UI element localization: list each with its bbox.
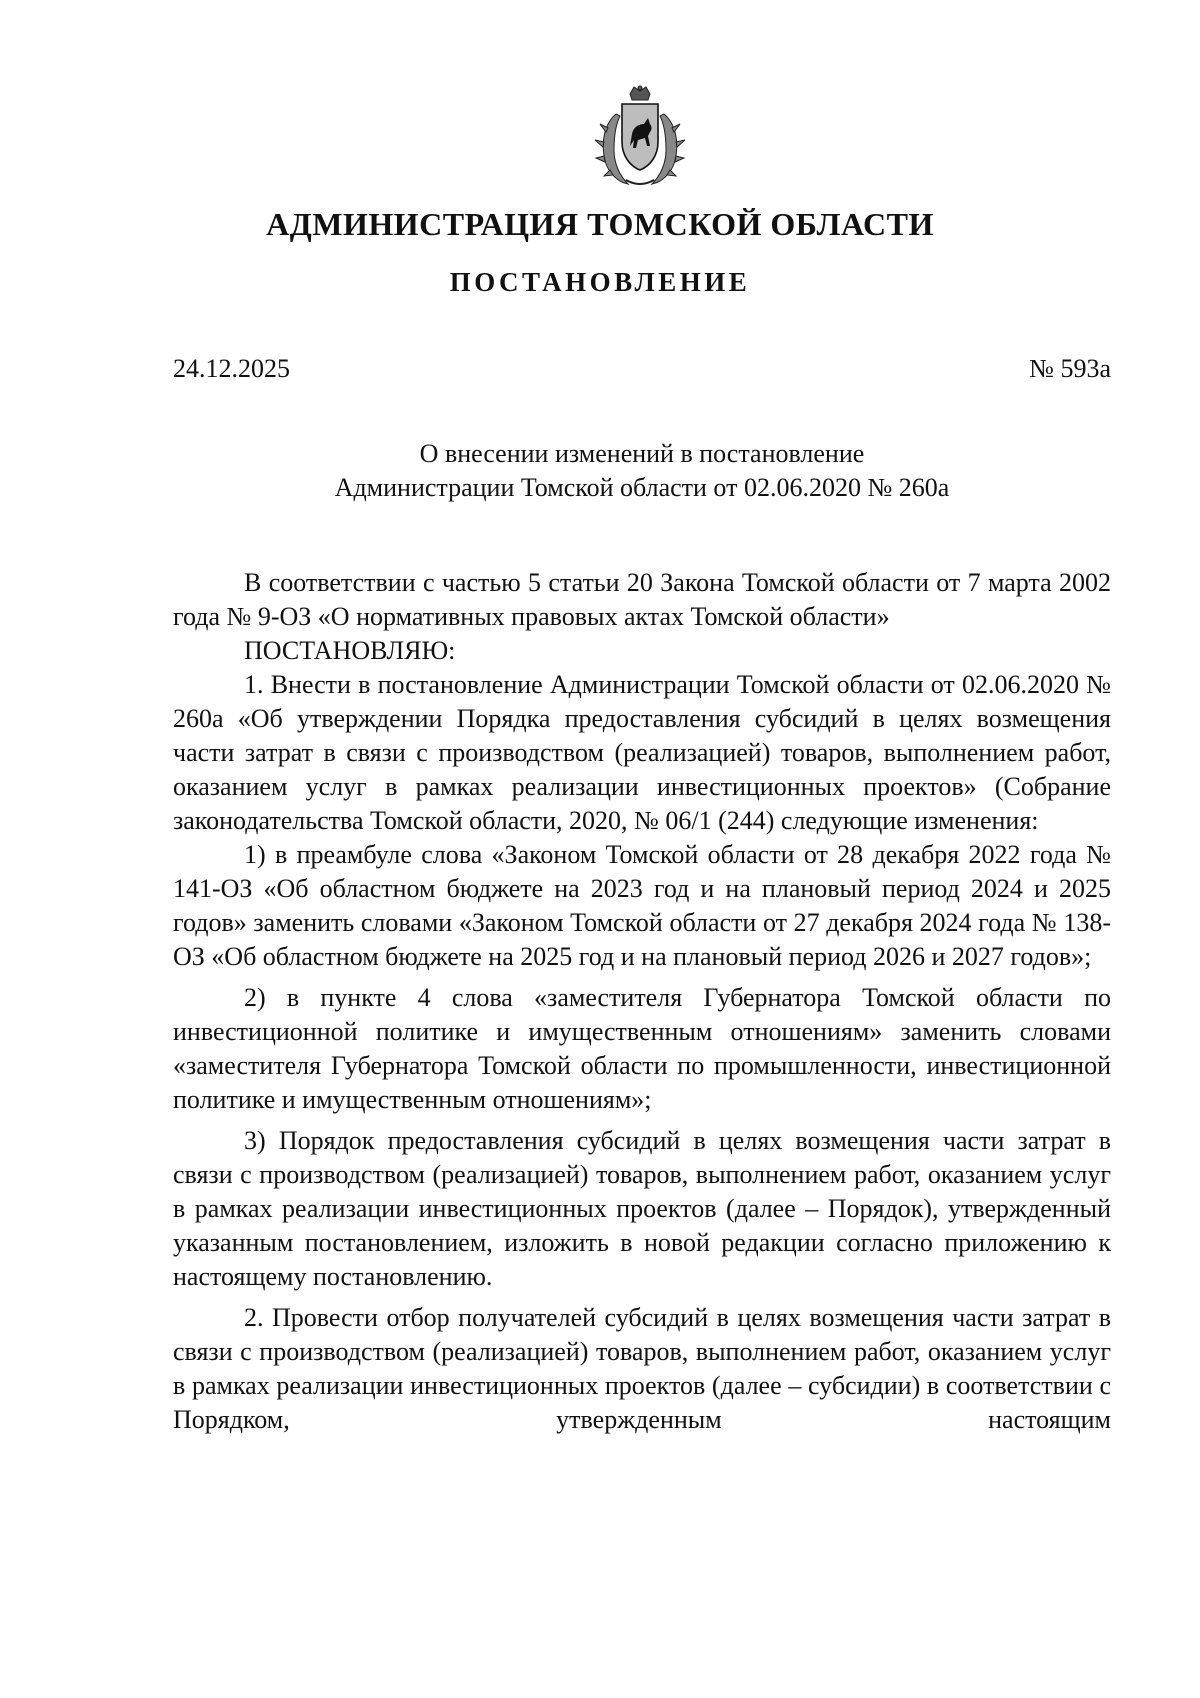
coat-of-arms-icon (586, 84, 694, 192)
document-type-title: ПОСТАНОВЛЕНИЕ (449, 267, 751, 297)
document-date: 24.12.2025 (173, 354, 290, 383)
document-subject (173, 437, 1111, 505)
subject-line-2: Администрации Томской области от 02.06.2020 № 260а (334, 473, 950, 502)
clause-1-1-paragraph: 1) в преамбуле слова «Законом Томской области от 28 декабря 2022 года № 141-ОЗ «Об областном бюджете на 2023 год и на плановый период 2024 и 2025 годов» заменить словами «Законом Томской области от 27 декабря 2024 года № 138-ОЗ «Об областном бюджете на 2025 год и на плановый период 2026 и 2027 годов»; (173, 840, 1111, 971)
document-number: № 593а (1029, 354, 1111, 383)
clause-1-paragraph: 1. Внести в постановление Администрации Томской области от 02.06.2020 № 260а «Об утверждении Порядка предоставления субсидий в целях возмещения части затрат в связи с производством (реализацией) товаров, выполнением работ, оказанием услуг в рамках реализации инвестиционных проектов» (Собрание законодательства Томской области, 2020, № 06/1 (244) следующие изменения: (173, 670, 1111, 835)
resolve-heading: ПОСТАНОВЛЯЮ: (244, 636, 456, 665)
subject-line-1: О внесении изменений в постановление (419, 439, 865, 468)
clause-1-2-paragraph: 2) в пункте 4 слова «заместителя Губернатора Томской области по инвестиционной политике и имущественным отношениям» заменить словами «заместителя Губернатора Томской области по промышленности, инвестиционной политике и имущественным отношениям»; (173, 983, 1111, 1114)
document-body (173, 566, 1111, 1437)
preamble-paragraph: В соответствии с частью 5 статьи 20 Закона Томской области от 7 марта 2002 года № 9-ОЗ «О нормативных правовых актах Томской области» (173, 568, 1111, 631)
clause-1-3-paragraph: 3) Порядок предоставления субсидий в целях возмещения части затрат в связи с производством (реализацией) товаров, выполнением работ, оказанием услуг в рамках реализации инвестиционных проектов (далее – Порядок), утвержденный указанным постановлением, изложить в новой редакции согласно приложению к настоящему постановлению. (173, 1126, 1111, 1291)
clause-2-paragraph: 2. Провести отбор получателей субсидий в целях возмещения части затрат в связи с производством (реализацией) товаров, выполнением работ, оказанием услуг в рамках реализации инвестиционных проектов (далее – субсидии) в соответствии с Порядком, утвержденным настоящим (173, 1303, 1111, 1434)
organization-title: АДМИНИСТРАЦИЯ ТОМСКОЙ ОБЛАСТИ (266, 206, 934, 242)
